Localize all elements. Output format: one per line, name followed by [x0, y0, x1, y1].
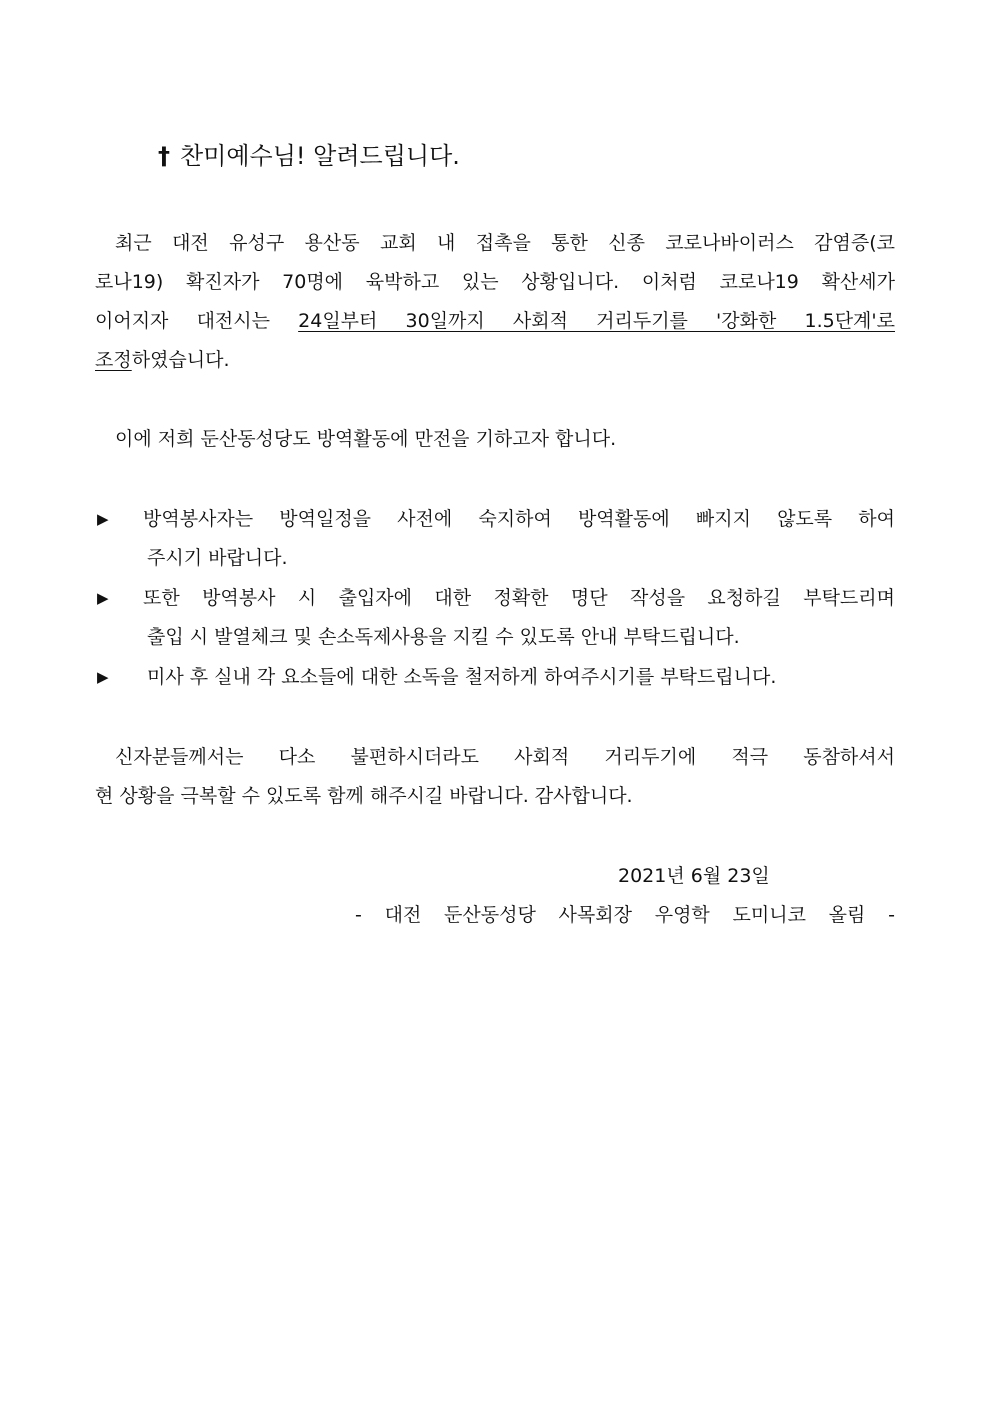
- triangle-bullet-icon: ▶: [97, 510, 109, 528]
- document-date: 2021년 6월 23일: [618, 865, 770, 887]
- intro-line-3: [95, 302, 895, 341]
- bullet-item-1: [95, 500, 895, 578]
- cross-icon: †: [158, 142, 170, 170]
- triangle-bullet-icon: ▶: [97, 668, 109, 686]
- bullet-item-2: [95, 579, 895, 657]
- notice-paragraph: [95, 420, 895, 459]
- closing-line-2: 현 상황을 극복할 수 있도록 함께 해주시길 바랍니다. 감사합니다.: [95, 785, 633, 807]
- signature-text: - 대전 둔산동성당 사목회장 우영학 도미니코 올림 -: [355, 904, 895, 926]
- notice-text: 이에 저희 둔산동성당도 방역활동에 만전을 기하고자 합니다.: [115, 428, 617, 450]
- page-title: [158, 138, 460, 174]
- bullet-item-3: [95, 658, 895, 697]
- intro-underlined-phrase: 24일부터 30일까지 사회적 거리두기를 '강화한 1.5단계'로: [298, 310, 895, 332]
- bullet-1-line-2: 주시기 바랍니다.: [147, 547, 288, 569]
- triangle-bullet-icon: ▶: [97, 589, 109, 607]
- intro-line-4: [95, 341, 895, 380]
- bullet-2-line-2: 출입 시 발열체크 및 손소독제사용을 지킬 수 있도록 안내 부탁드립니다.: [147, 626, 740, 648]
- intro-line-4-suffix: 하였습니다.: [131, 349, 230, 371]
- bullet-1-line-1: 방역봉사자는 방역일정을 사전에 숙지하여 방역활동에 빠지지 않도록 하여: [143, 508, 895, 530]
- intro-line-3-prefix: 이어지자 대전시는: [95, 310, 299, 332]
- bullet-2-line-1: 또한 방역봉사 시 출입자에 대한 정확한 명단 작성을 요청하길 부탁드리며: [143, 587, 895, 609]
- closing-line-1: 신자분들께서는 다소 불편하시더라도 사회적 거리두기에 적극 동참하셔서: [115, 746, 895, 768]
- intro-underlined-word: 조정: [95, 349, 132, 371]
- intro-line-1: 최근 대전 유성구 용산동 교회 내 접촉을 통한 신종 코로나바이러스 감염증(코: [115, 232, 895, 254]
- closing-paragraph: [95, 738, 895, 816]
- title-text: 찬미예수님! 알려드립니다.: [180, 142, 460, 170]
- intro-line-2: 로나19) 확진자가 70명에 육박하고 있는 상황입니다. 이처럼 코로나19 확산세가: [95, 271, 895, 293]
- bullet-3-line-1: 미사 후 실내 각 요소들에 대한 소독을 철저하게 하여주시기를 부탁드립니다.: [147, 666, 777, 688]
- intro-paragraph: [95, 224, 895, 380]
- signature: [355, 897, 895, 933]
